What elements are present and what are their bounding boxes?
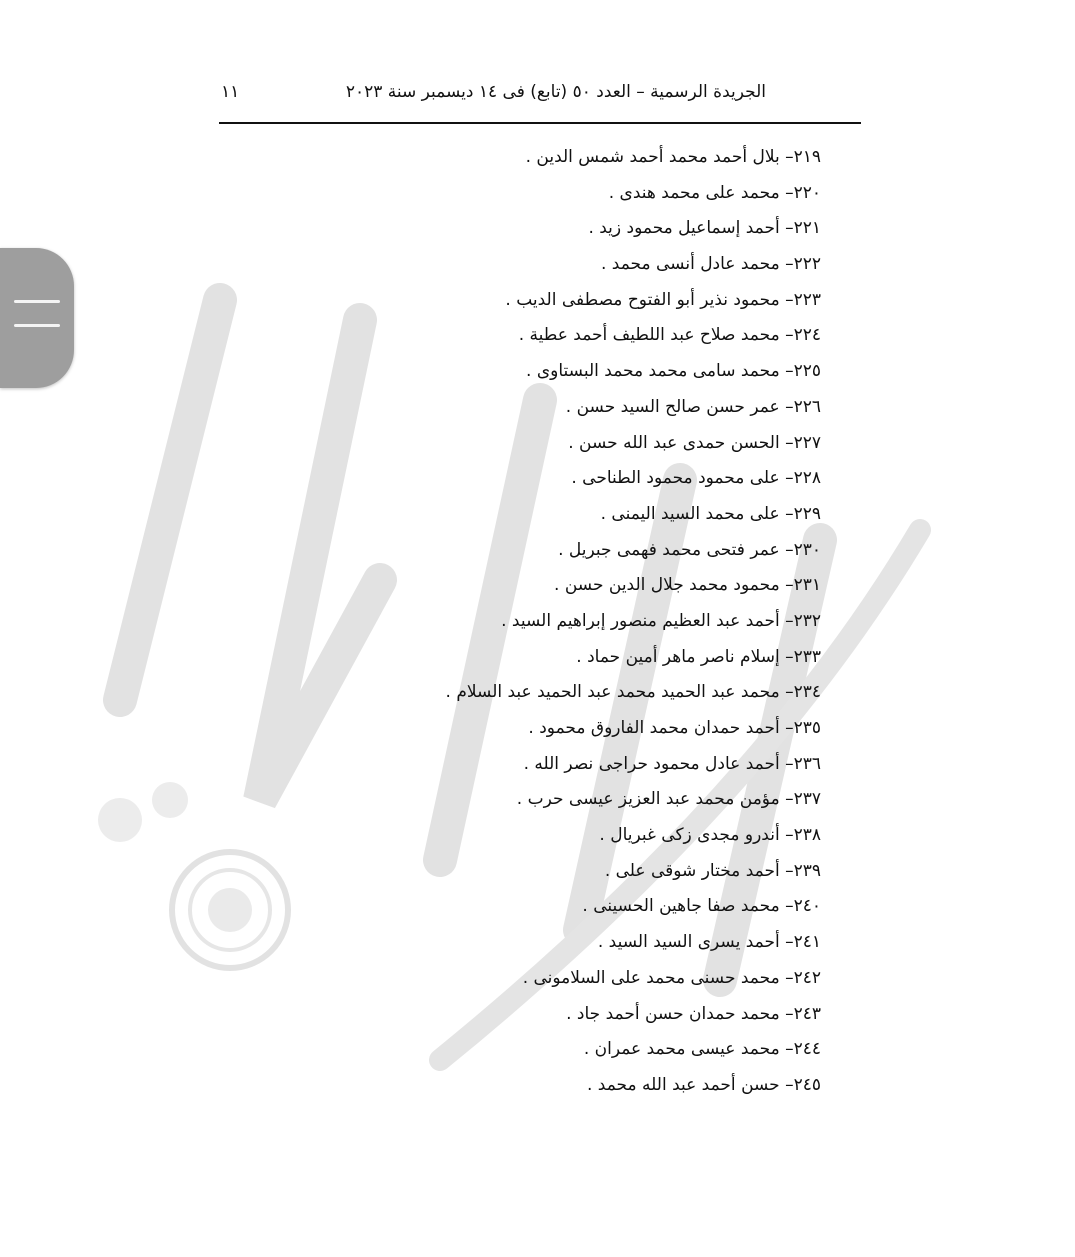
list-item: ٢٣٢– أحمد عبد العظيم منصور إبراهيم السيد . — [501, 610, 821, 631]
list-item: ٢٢٠– محمد على محمد هندى . — [608, 182, 821, 203]
names-list — [341, 143, 821, 1107]
list-item: ٢٣٥– أحمد حمدان محمد الفاروق محمود . — [528, 718, 821, 738]
list-item: ٢٣١– محمود محمد جلال الدين حسن . — [554, 575, 821, 596]
header-divider — [219, 122, 861, 124]
list-item: ٢٣٧– مؤمن محمد عبد العزيز عيسى حرب . — [516, 789, 821, 810]
list-item: ٢٣٨– أندرو مجدى زكى غبريال . — [599, 825, 821, 846]
list-item: ٢٣٠– عمر فتحى محمد فهمى جبريل . — [558, 539, 821, 560]
page-header — [219, 80, 861, 108]
list-item: ٢٤١– أحمد يسرى السيد السيد . — [597, 932, 821, 953]
list-item: ٢٣٩– أحمد مختار شوقى على . — [604, 860, 821, 881]
handle-line-icon — [14, 300, 60, 303]
list-item: ٢٢٨– على محمود محمود الطناحى . — [571, 468, 821, 489]
list-item: ٢٢٣– محمود نذير أبو الفتوح مصطفى الديب . — [505, 289, 821, 310]
handle-line-icon — [14, 324, 60, 327]
list-item: ٢٢٢– محمد عادل أنسى محمد . — [600, 254, 821, 275]
list-item: ٢٢٧– الحسن حمدى عبد الله حسن . — [568, 432, 821, 453]
page-number: ١١ — [221, 82, 240, 102]
list-item: ٢٤٠– محمد صفا جاهين الحسينى . — [582, 896, 821, 917]
list-item: ٢٤٢– محمد حسنى محمد على السلامونى . — [522, 967, 821, 988]
list-item: ٢٤٤– محمد عيسى محمد عمران . — [583, 1039, 821, 1060]
list-item: ٢٣٣– إسلام ناصر ماهر أمين حماد . — [576, 646, 821, 667]
list-item: ٢٢٦– عمر حسن صالح السيد حسن . — [565, 396, 821, 417]
list-item: ٢٢٥– محمد سامى محمد محمد البستاوى . — [526, 361, 821, 382]
list-item: ٢٣٤– محمد عبد الحميد محمد عبد الحميد عبد السلام . — [445, 682, 821, 703]
list-item: ٢٣٦– أحمد عادل محمود حراجى نصر الله . — [523, 753, 821, 774]
gazette-title: الجريدة الرسمية – العدد ٥٠ (تابع) فى ١٤ ديسمبر سنة ٢٠٢٣ — [345, 82, 766, 102]
side-menu-handle[interactable] — [0, 248, 74, 388]
list-item: ٢٢١– أحمد إسماعيل محمود زيد . — [588, 218, 821, 239]
list-item: ٢٢٤– محمد صلاح عبد اللطيف أحمد عطية . — [518, 325, 821, 346]
list-item: ٢٤٣– محمد حمدان حسن أحمد جاد . — [566, 1003, 821, 1024]
list-item: ٢١٩– بلال أحمد محمد أحمد شمس الدين . — [525, 147, 821, 167]
list-item: ٢٢٩– على محمد السيد اليمنى . — [600, 503, 821, 524]
list-item: ٢٤٥– حسن أحمد عبد الله محمد . — [586, 1074, 821, 1095]
